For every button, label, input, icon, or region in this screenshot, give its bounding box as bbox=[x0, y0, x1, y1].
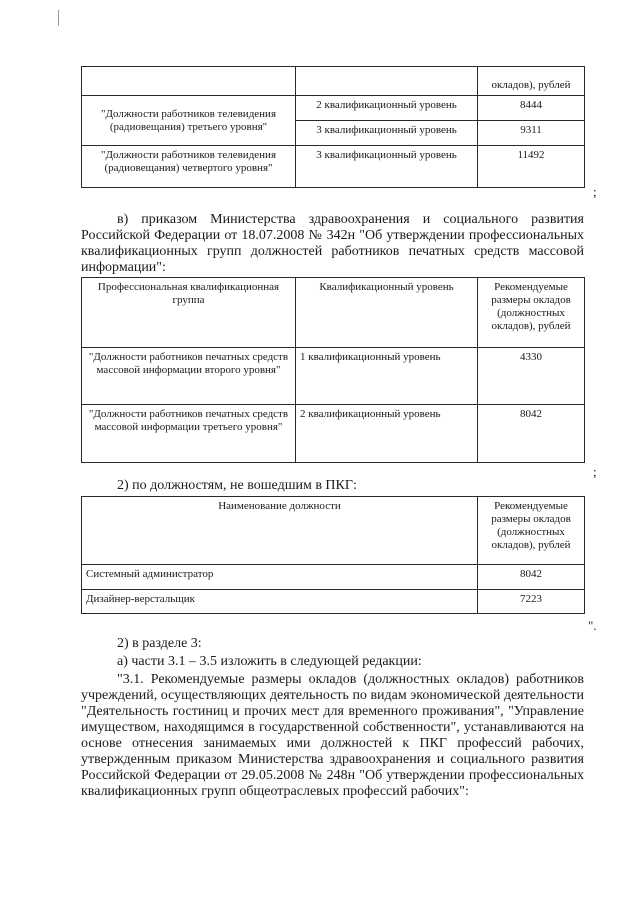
table-cell-salary: 8042 bbox=[478, 405, 585, 463]
table-cell-group: "Должности работников телевидения (радиовещания) третьего уровня" bbox=[82, 96, 296, 146]
table-cell-salary: 4330 bbox=[478, 348, 585, 405]
table-cell-level: 1 квалификационный уровень bbox=[296, 348, 478, 405]
table-header-cell: Рекомендуемые размеры окладов (должностных окладов), рублей bbox=[478, 497, 585, 565]
table-row bbox=[82, 348, 585, 405]
table-cell bbox=[296, 67, 478, 96]
table-cell-name: Системный администратор bbox=[82, 565, 478, 590]
table-row bbox=[82, 67, 585, 96]
table-row bbox=[82, 590, 585, 614]
table-header-cell: Профессиональная квалификационная группа bbox=[82, 278, 296, 348]
table-print-media bbox=[81, 277, 585, 463]
table-cell-level: 3 квалификационный уровень bbox=[296, 121, 478, 146]
table-header-cell: окладов), рублей bbox=[478, 67, 585, 96]
table-row bbox=[82, 96, 585, 121]
table-cell-level: 2 квалификационный уровень bbox=[296, 96, 478, 121]
table-cell-salary: 8444 bbox=[478, 96, 585, 121]
table-other-positions bbox=[81, 496, 585, 614]
paragraph-3-1: "3.1. Рекомендуемые размеры окладов (должностных окладов) работников учреждений, осуществляющих деятельность по видам экономической деятельности "Деятельность гостиниц и прочих мест для временного проживания", "Управление имуществом, находящимся в государственной собственности", устанавливаются на основе отнесения занимаемых ими должностей к ПКГ профессий рабочих, утвержденным приказом Министерства здравоохранения и социального развития Российской Федерации от 29.05.2008 № 248н "Об утверждении профессиональных квалификационных групп общеотраслевых профессий рабочих": bbox=[81, 672, 584, 799]
table-cell-level: 2 квалификационный уровень bbox=[296, 405, 478, 463]
table-header-cell: Рекомендуемые размеры окладов (должностных окладов), рублей bbox=[478, 278, 585, 348]
table-cell-salary: 9311 bbox=[478, 121, 585, 146]
margin-mark bbox=[58, 10, 59, 26]
table-cell bbox=[82, 67, 296, 96]
table-header-cell: Наименование должности bbox=[82, 497, 478, 565]
table-cell-group: "Должности работников печатных средств массовой информации второго уровня" bbox=[82, 348, 296, 405]
semicolon: ; bbox=[593, 184, 597, 199]
closing-quote: ". bbox=[588, 618, 597, 633]
table-row bbox=[82, 146, 585, 188]
table-row bbox=[82, 565, 585, 590]
table-cell-group: "Должности работников телевидения (радиовещания) четвертого уровня" bbox=[82, 146, 296, 188]
paragraph-other-positions: 2) по должностям, не вошедшим в ПКГ: bbox=[117, 478, 357, 493]
table-header-cell: Квалификационный уровень bbox=[296, 278, 478, 348]
table-cell-name: Дизайнер-верстальщик bbox=[82, 590, 478, 614]
table-cell-group: "Должности работников печатных средств массовой информации третьего уровня" bbox=[82, 405, 296, 463]
table-cell-salary: 7223 bbox=[478, 590, 585, 614]
table-cell-level: 3 квалификационный уровень bbox=[296, 146, 478, 188]
semicolon: ; bbox=[593, 464, 597, 479]
paragraph-item-a: а) части 3.1 – 3.5 изложить в следующей редакции: bbox=[117, 654, 422, 669]
table-row bbox=[82, 405, 585, 463]
table-tv-radio bbox=[81, 66, 585, 188]
table-cell-salary: 11492 bbox=[478, 146, 585, 188]
table-header-row bbox=[82, 497, 585, 565]
table-cell-salary: 8042 bbox=[478, 565, 585, 590]
paragraph-order-342n: в) приказом Министерства здравоохранения и социального развития Российской Федерации от 18.07.2008 № 342н "Об утверждении профессиональных квалификационных групп должностей работников печатных средств массовой информации": bbox=[81, 212, 584, 275]
paragraph-section-3: 2) в разделе 3: bbox=[117, 636, 202, 651]
table-header-row bbox=[82, 278, 585, 348]
